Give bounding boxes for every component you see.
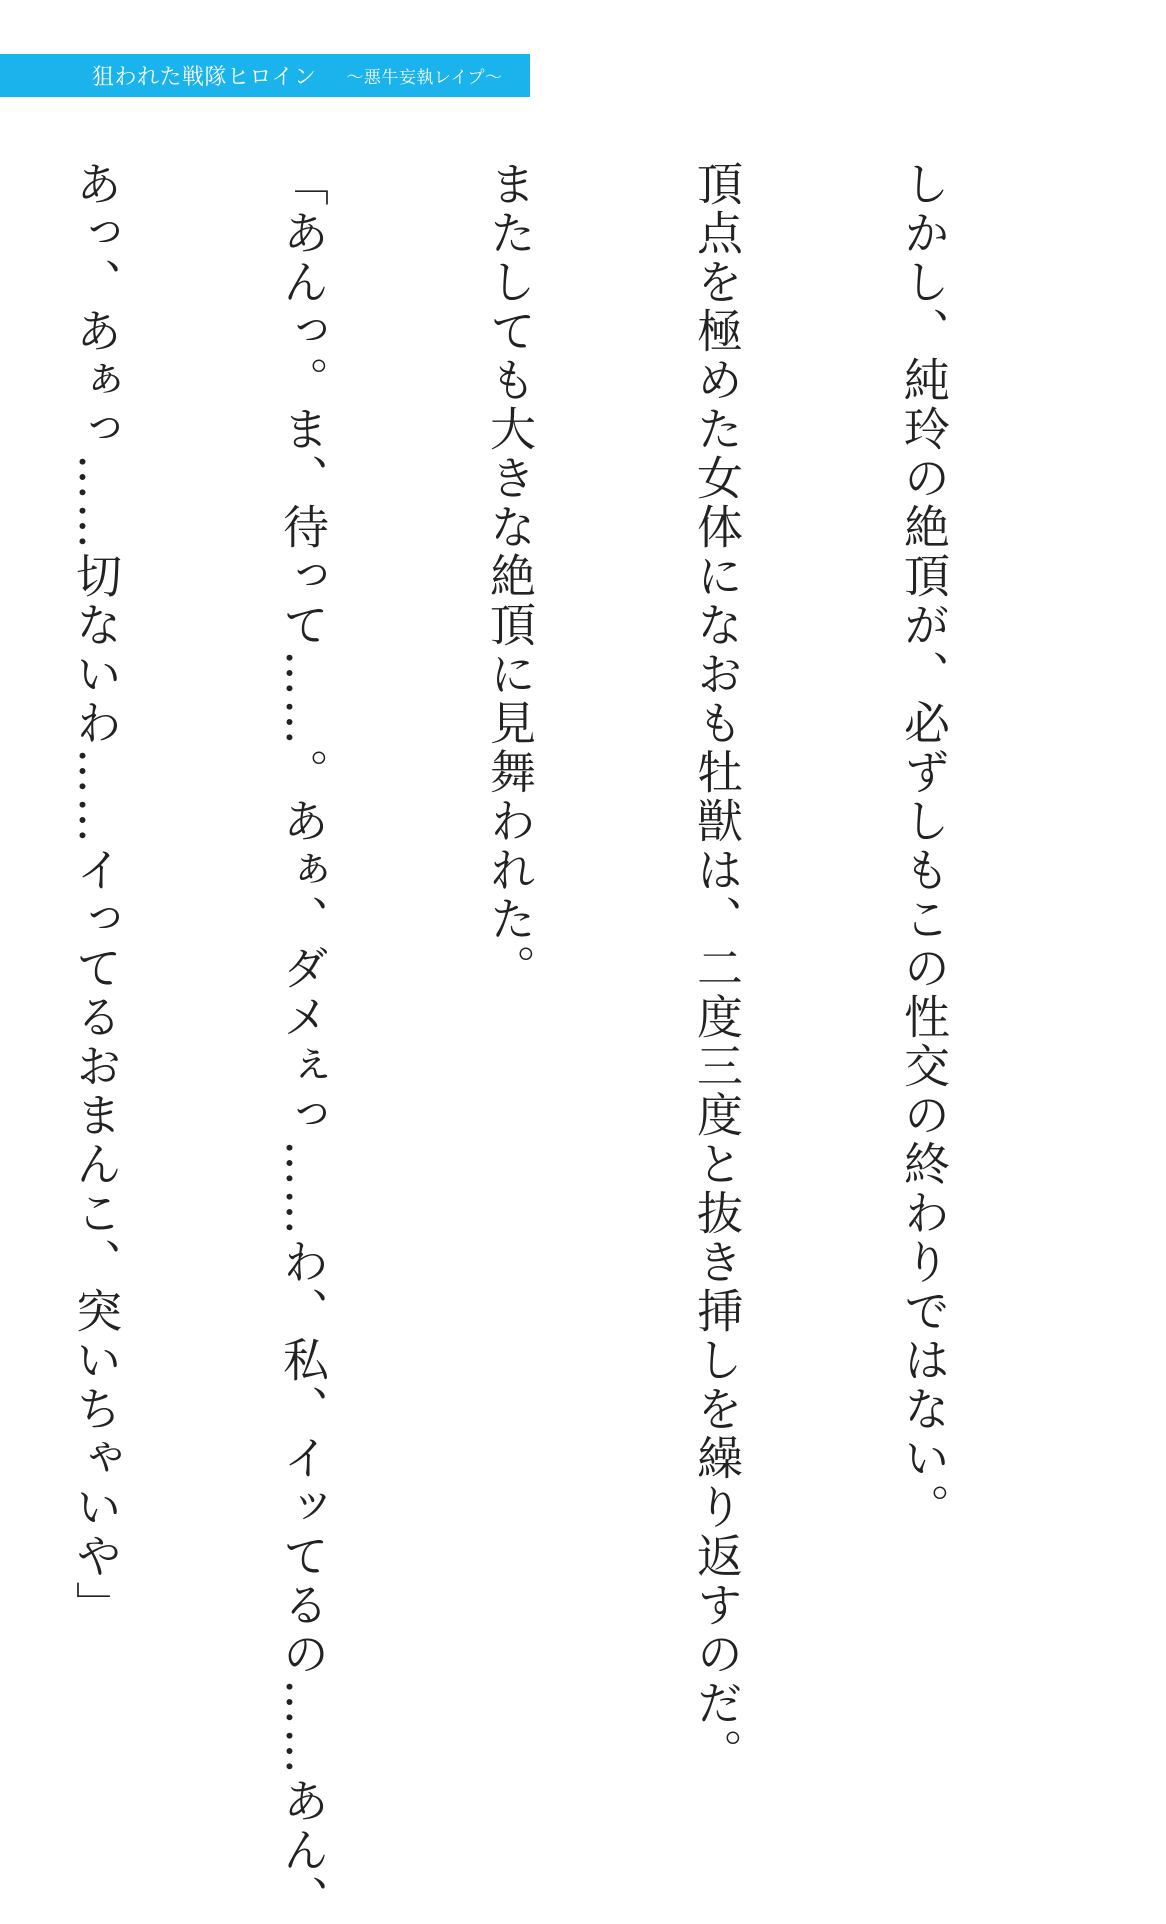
- book-subtitle: ～悪牛妄執レイプ～: [346, 68, 503, 88]
- text-line: あっ、あぁっ……切ないわ……イってるおまんこ、突いちゃいや」: [69, 160, 123, 1630]
- text-line: 頂点を極めた女体になおも牡獣は、二度三度と抜き挿しを繰り返すのだ。: [690, 160, 744, 1777]
- text-line: またしても大きな絶頂に見舞われた。: [483, 160, 537, 993]
- text-line: しかし、純玲の絶頂が、必ずしもこの性交の終わりではない。: [897, 160, 951, 1532]
- text-line: 「あんっ。ま、待って……。あぁ、ダメぇっ……わ、私、イッてるの……あん、: [276, 160, 330, 1924]
- header-band: [0, 54, 530, 97]
- book-title: 狙われた戦隊ヒロイン: [92, 65, 317, 90]
- body-text: [0, 160, 1096, 1924]
